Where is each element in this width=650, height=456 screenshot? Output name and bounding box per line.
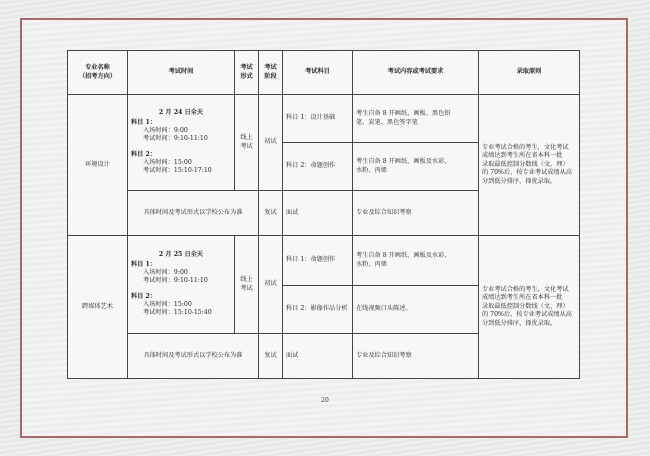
major-name: 跨媒体艺术 <box>68 236 128 379</box>
admission-principle: 专业考试合格的考生，文化考试 成绩达到考生所在省本科一批 录取最低控制分数线（文、理） 的 70%后，按专业考试成绩从高 分到低分排序，择优录取。 <box>479 236 580 379</box>
exam-stage: 初试 <box>259 95 283 191</box>
exam-requirement: 考生自备 8 开画纸、画板、黑色铅 笔、炭笔、黑色签字笔 <box>353 95 479 143</box>
exam-subject: 面试 <box>283 334 353 379</box>
exam-stage: 初试 <box>259 236 283 334</box>
exam-subject: 科目 2：命题创作 <box>283 143 353 191</box>
exam-subject: 科目 1：设计基础 <box>283 95 353 143</box>
exam-requirement: 考生自备 8 开画纸、画板及水彩、 水粉、丙烯 <box>353 143 479 191</box>
exam-subject: 科目 1：命题创作 <box>283 236 353 286</box>
header-row <box>68 51 580 95</box>
header-stage: 考试 阶段 <box>259 51 283 95</box>
header-major: 专业名称 （招考方向） <box>68 51 128 95</box>
exam-time-cell: 2 月 24 日全天 科目 1： 入场时间：9:00 考试时间：9:10-11:10 科目 2： 入场时间：15:00 考试时间：15:10-17:10 <box>128 95 235 191</box>
exam-form: 线上 考试 <box>235 95 259 191</box>
header-content: 考试内容或考试要求 <box>353 51 479 95</box>
exam-requirement: 考生自备 8 开画纸、画板及水彩、 水粉、丙烯 <box>353 236 479 286</box>
exam-time-cell: 2 月 25 日全天 科目 1： 入场时间：9:00 考试时间：9:10-11:10 科目 2： 入场时间：15:00 考试时间：15:10-15:40 <box>128 236 235 334</box>
retest-time: 具体时间及考试形式以学校公布为准 <box>128 334 259 379</box>
exam-form: 线上 考试 <box>235 236 259 334</box>
exam-stage: 复试 <box>259 334 283 379</box>
table-row <box>68 95 580 143</box>
table-row <box>68 236 580 286</box>
header-subject: 考试科目 <box>283 51 353 95</box>
header-admission: 录取原则 <box>479 51 580 95</box>
exam-requirement: 专业及综合知识考察 <box>353 191 479 236</box>
retest-time: 具体时间及考试形式以学校公布为准 <box>128 191 259 236</box>
major-name: 环境设计 <box>68 95 128 236</box>
exam-subject: 面试 <box>283 191 353 236</box>
admission-principle: 专业考试合格的考生，文化考试 成绩达到考生所在省本科一批 录取最低控制分数线（文、理） 的 70%后，按专业考试成绩从高 分到低分排序，择优录取。 <box>479 95 580 236</box>
page-number: 20 <box>321 397 329 404</box>
header-form: 考试 形式 <box>235 51 259 95</box>
admission-table <box>67 50 580 379</box>
exam-requirement: 专业及综合知识考察 <box>353 334 479 379</box>
exam-stage: 复试 <box>259 191 283 236</box>
exam-subject: 科目 2：影像作品分析 <box>283 286 353 334</box>
header-time: 考试时间 <box>128 51 235 95</box>
exam-requirement: 在线视频口头陈述。 <box>353 286 479 334</box>
